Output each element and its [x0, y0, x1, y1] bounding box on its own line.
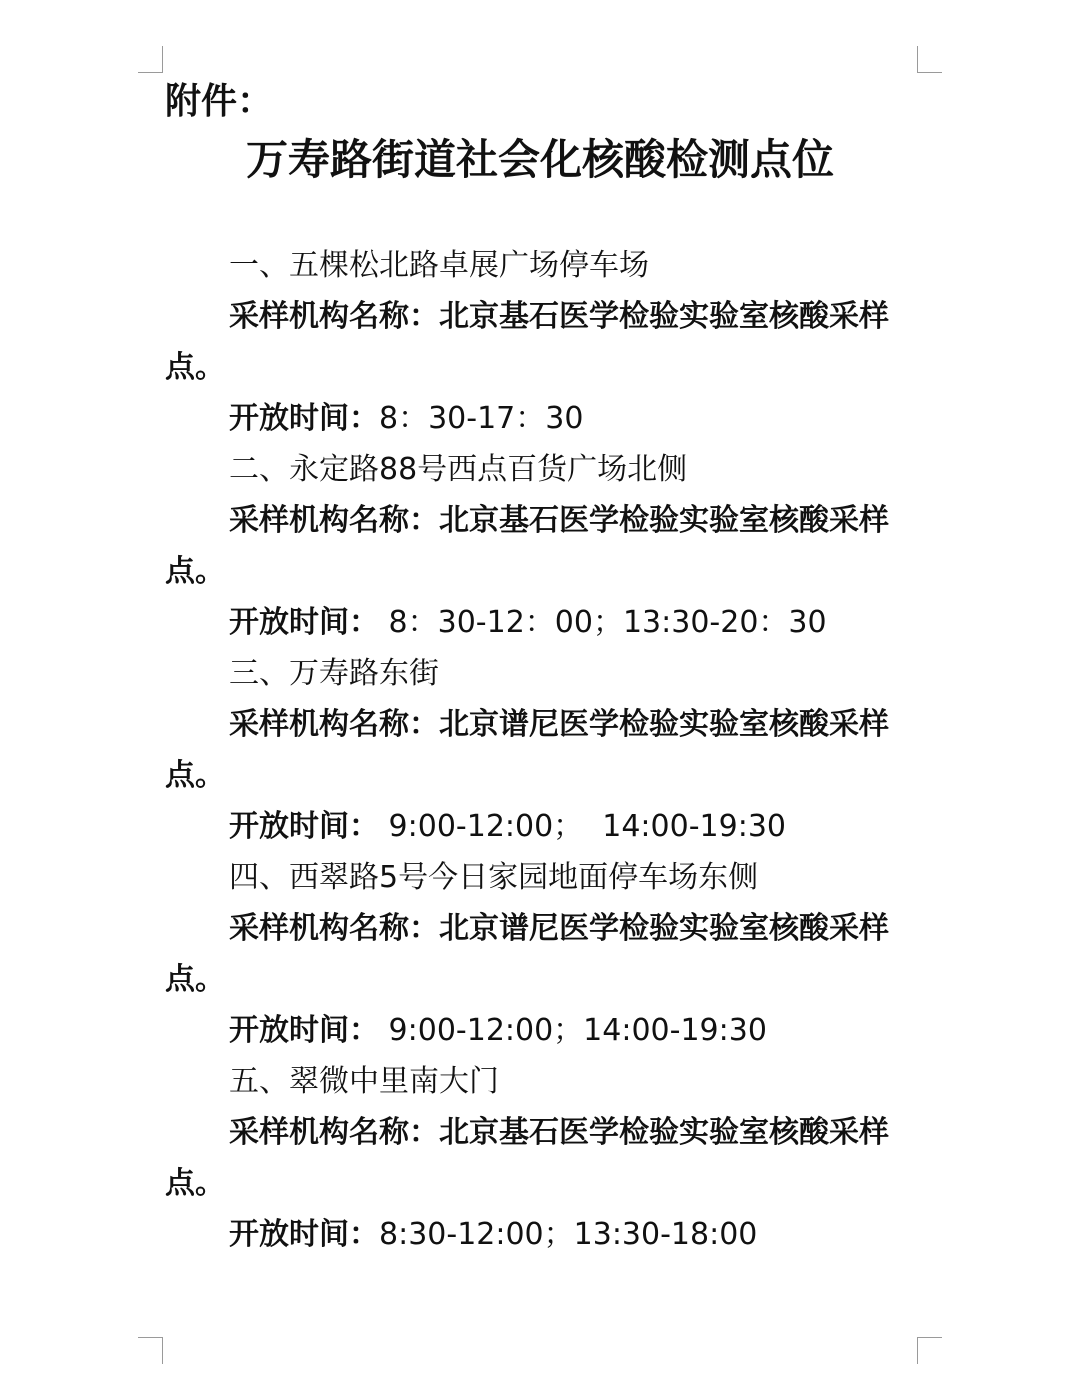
opening-hours: [165, 1005, 925, 1056]
site-heading: 五、翠微中里南大门: [229, 1064, 499, 1099]
sampling-org: [165, 699, 925, 801]
site-heading: 四、西翠路5号今日家园地面停车场东侧: [229, 860, 759, 895]
opening-hours: [165, 597, 925, 648]
org-name: 北京谱尼医学检验实验室核酸采样点。: [165, 707, 889, 793]
page-corner-mark-top-right: [917, 46, 942, 73]
page-corner-mark-bottom-right: [917, 1337, 942, 1364]
site-heading: 二、永定路88号西点百货广场北侧: [229, 452, 688, 487]
hours-value: 9:00-12:00；14:00-19:30: [379, 1013, 767, 1048]
site-entry-5: [165, 1056, 925, 1260]
sampling-org: [165, 1107, 925, 1209]
site-entry-4: [165, 852, 925, 1056]
site-entry-1: [165, 240, 925, 444]
sampling-org: [165, 903, 925, 1005]
org-name: 北京基石医学检验实验室核酸采样点。: [165, 299, 889, 385]
site-entry-2: [165, 444, 925, 648]
document-title: 万寿路街道社会化核酸检测点位: [245, 135, 834, 184]
opening-hours: [165, 393, 925, 444]
site-entry-3: [165, 648, 925, 852]
page-corner-mark-top-left: [138, 46, 163, 73]
site-heading: 一、五棵松北路卓展广场停车场: [229, 248, 649, 283]
document-body: [165, 240, 925, 1260]
org-label: 采样机构名称：: [229, 707, 439, 742]
org-label: 采样机构名称：: [229, 503, 439, 538]
sampling-org: [165, 495, 925, 597]
hours-value: 8：30-17：30: [379, 401, 584, 436]
hours-value: 8：30-12：00；13:30-20：30: [379, 605, 827, 640]
org-label: 采样机构名称：: [229, 299, 439, 334]
org-name: 北京基石医学检验实验室核酸采样点。: [165, 1115, 889, 1201]
org-name: 北京基石医学检验实验室核酸采样点。: [165, 503, 889, 589]
org-label: 采样机构名称：: [229, 1115, 439, 1150]
hours-label: 开放时间：: [229, 1013, 379, 1048]
hours-label: 开放时间：: [229, 605, 379, 640]
org-name: 北京谱尼医学检验实验室核酸采样点。: [165, 911, 889, 997]
hours-label: 开放时间：: [229, 401, 379, 436]
opening-hours: [165, 1209, 925, 1260]
hours-label: 开放时间：: [229, 809, 379, 844]
hours-value: 8:30-12:00；13:30-18:00: [379, 1217, 758, 1252]
hours-value: 9:00-12:00； 14:00-19:30: [379, 809, 786, 844]
org-label: 采样机构名称：: [229, 911, 439, 946]
hours-label: 开放时间：: [229, 1217, 379, 1252]
attachment-label: 附件：: [165, 81, 274, 122]
opening-hours: [165, 801, 925, 852]
sampling-org: [165, 291, 925, 393]
site-heading: 三、万寿路东街: [229, 656, 439, 691]
page-corner-mark-bottom-left: [138, 1337, 163, 1364]
